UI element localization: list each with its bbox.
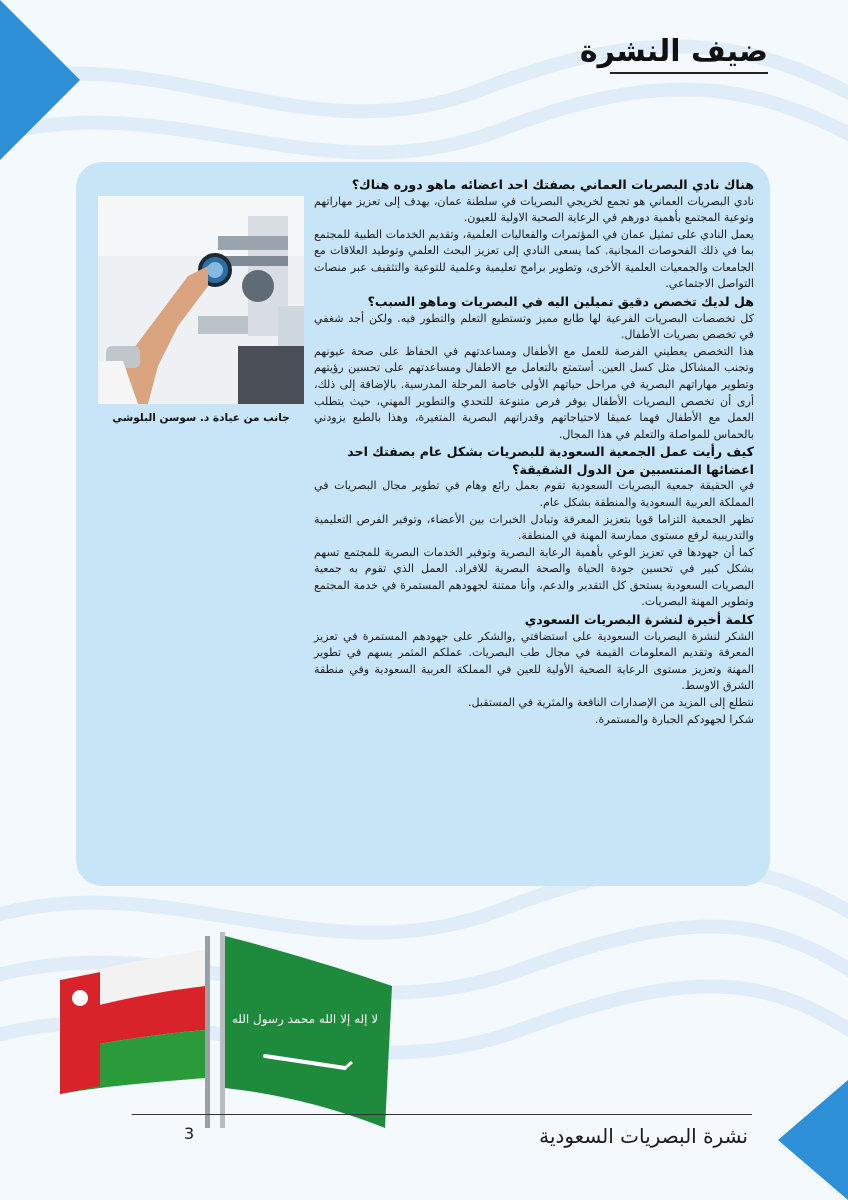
clinic-photo [98,196,304,404]
saudi-flag [225,936,392,1128]
photo-caption: جانب من عيادة د. سوسن البلوشي [112,412,290,424]
answer-paragraph: كما أن جهودها في تعزيز الوعي بأهمية الرعاية البصرية وتوفير الخدمات البصرية للمجتمع تسهم بشكل كبير في تحسين جودة الحياة والصحة البصرية للافراد. العمل الذي تقوم به جمعية البصريات السعودية يستحق كل التقدير والدعم، وأنا ممتنة لجهودهم المستمرة في خدمة المجتمع وتطوير المهنة البصريات. [314,545,754,609]
question-heading: هل لديك تخصص دقيق تميلين اليه في البصريات وماهو السبب؟ [367,294,754,310]
corner-decoration-bottom-right [778,1080,848,1200]
answer-paragraph: يعمل النادي على تمثيل عمان في المؤتمرات والفعاليات العلمية، وتقديم الخدمات الطبية للمجتمع بما في ذلك الفحوصات المجانية. كما يسعى النادي إلى تعزيز البحث العلمي وتوطيد العلاقات مع الجامعات والجمعيات العلمية الأخرى، وتطوير برامج تعليمية وعلمية للتوعية والتثقيف عبر منصات التواصل الاجتماعي. [314,227,754,291]
answer-paragraph: في الحقيقة جمعية البصريات السعودية تقوم بعمل رائع وهام في تطوير مجال البصريات في المملكة العربية السعودية والمنطقة بشكل عام. [314,479,754,509]
title-underline [610,72,768,74]
interview-article [314,176,754,728]
footer-divider [132,1114,752,1115]
page-title: ضيف النشرة [579,34,768,69]
answer-paragraph: شكرا لجهودكم الجبارة والمستمرة. [594,712,754,726]
saudi-flag-shahada: لا إله إلا الله محمد رسول الله [231,1012,379,1026]
question-heading: كلمة أخيرة لنشرة البصريات السعودي [524,612,754,628]
oman-flag [60,950,205,1094]
oman-saudi-flags-illustration [40,928,410,1128]
page-number: 3 [184,1124,195,1143]
corner-decoration-top-left [0,0,80,160]
answer-paragraph: الشكر لنشرة البصريات السعودية على استضافتي ,والشكر على جهودهم المستمرة في تعزيز المعرفة وتقديم المعلومات القيمة في مجال طب البصريات. عملكم المثمر يسهم في تطوير المهنة وتعزيز مستوى الرعاية الصحية الأولية للعين في المملكة العربية السعودية وفي منطقة الشرق الاوسط. [314,629,754,693]
answer-paragraph: كل تخصصات البصريات الفرعية لها طابع مميز وتستطيع التعلم والتطور فيه. ولكن أجد شغفي في تخصص بصريات الأطفال. [314,311,754,342]
question-heading: كيف رأيت عمل الجمعية السعودية للبصريات بشكل عام بصفتك احد اعضائها المنتسبين من الدول الشقيقة؟ [347,444,754,477]
question-heading: هناك نادي البصريات العماني بصفتك احد اعضائه ماهو دوره هناك؟ [351,177,754,192]
answer-paragraph: تظهر الجمعية التزاما قويا بتعزيز المعرفة وتبادل الخبرات بين الأعضاء، وتوفير الفرص التعليمية والتدريبية لرفع مستوى ممارسة المهنة في المنطقة. [314,512,754,543]
answer-paragraph: نادي البصريات العماني هو تجمع لخريجي البصريات في سلطنة عمان، يهدف إلى تعزيز مهاراتهم وتوعية المجتمع بأهمية دورهم في الرعاية الصحية الاولية للعيون. [314,194,754,225]
publication-name: نشرة البصريات السعودية [539,1124,748,1148]
answer-paragraph: نتطلع إلى المزيد من الإصدارات النافعة والمثرية في المستقبل. [467,695,754,709]
answer-paragraph: هذا التخصص يعطيني الفرصة للعمل مع الأطفال ومساعدتهم في الحفاظ على صحة عيونهم وتجنب المشاكل مثل كسل العين. أستمتع بالتعامل مع الاطفال ومساعدتهم على تحسين رؤيتهم وتطوير مهاراتهم البصرية في مراحل حياتهم الأولى خاصة المرحلة المدرسية. بالإضافة إلى ذلك، أرى أن تخصص البصريات الأطفال يوفر فرص متنوعة للتحدي والتطوير المهني، حيث يتطلب العمل مع الأطفال فهما عميقا لاحتياجاتهم وقدراتهم البصرية المتغيرة، وهذا بالطبع يزودني بالحماس للمواصلة والتعلم في هذا المجال. [314,344,754,441]
